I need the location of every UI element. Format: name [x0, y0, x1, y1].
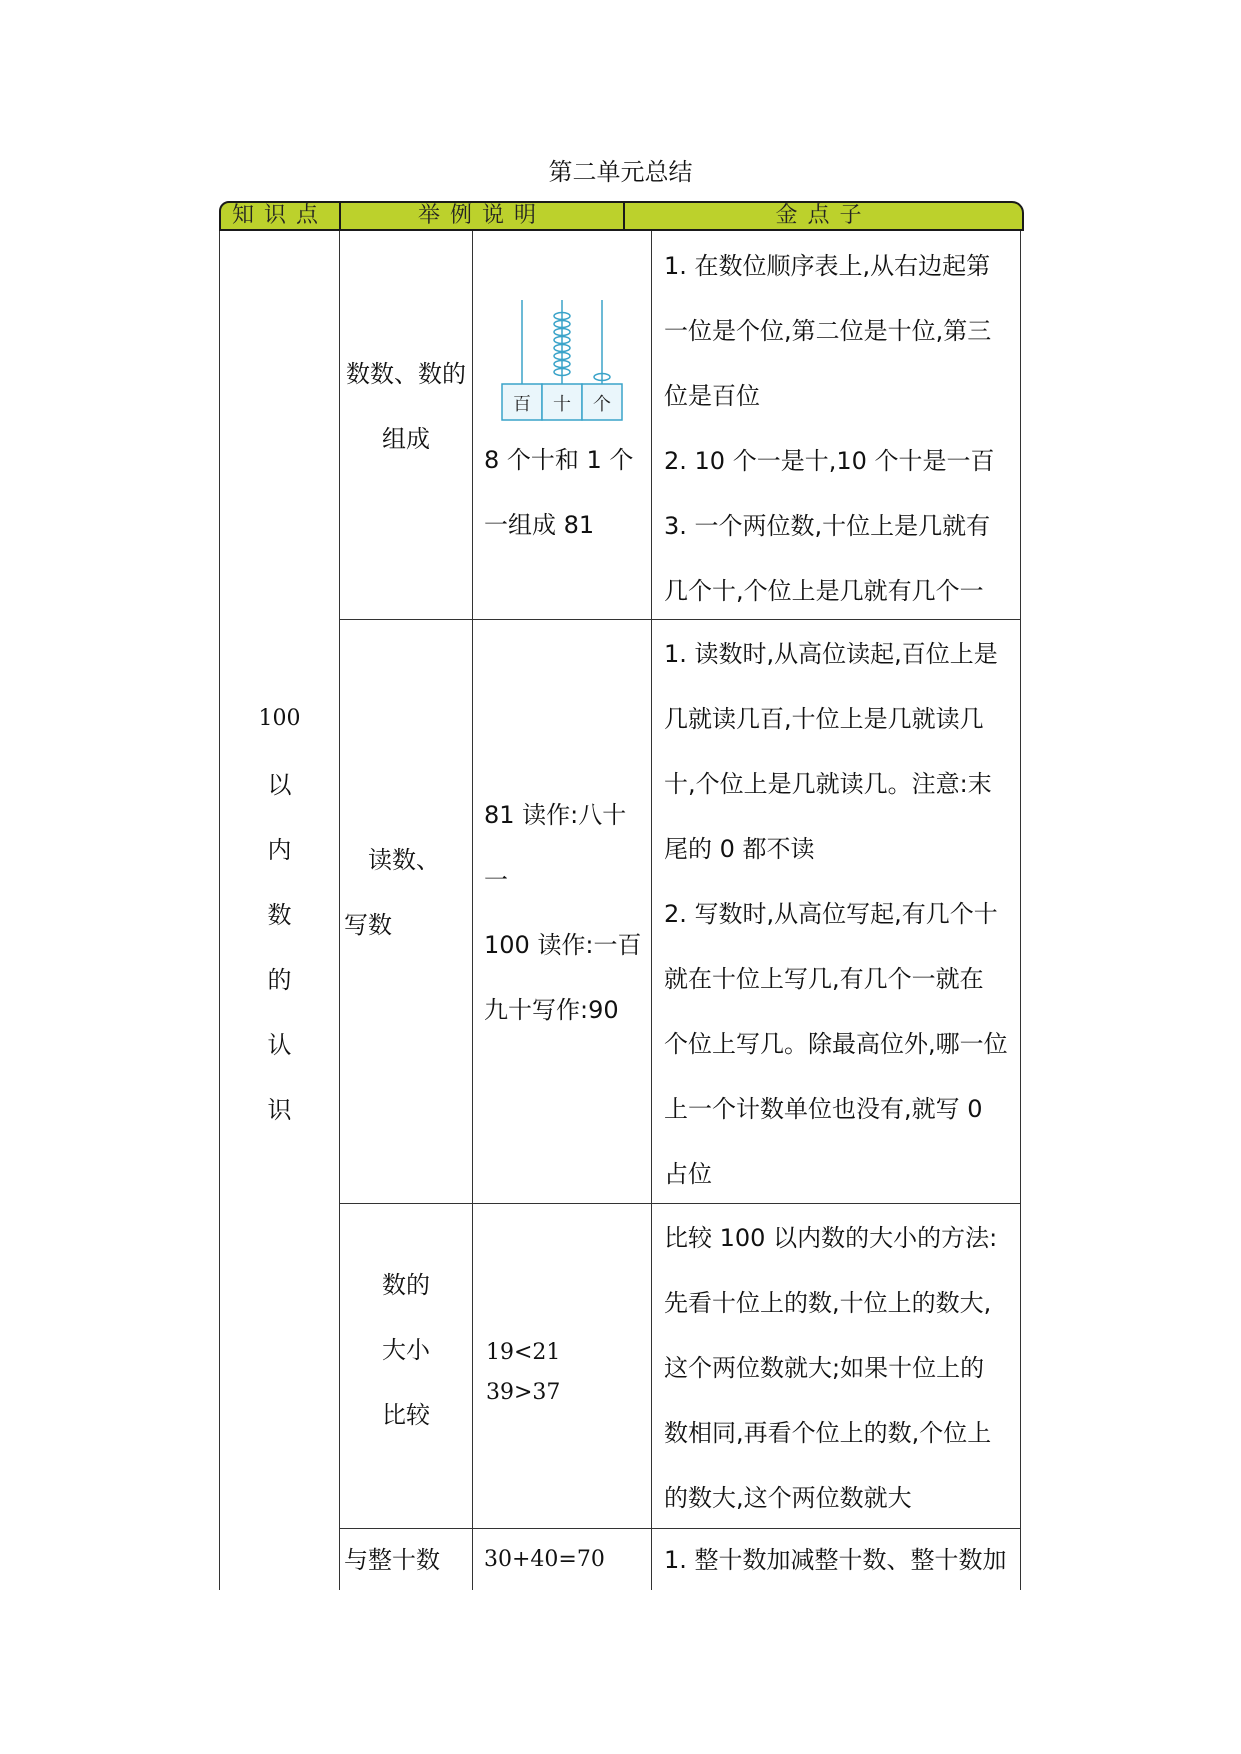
topic-line: 写数 — [344, 911, 392, 939]
knowledge-point-char: 识 — [267, 1096, 292, 1124]
topic-line: 读数、 — [368, 846, 440, 874]
example-line: 九十写作:90 — [484, 996, 619, 1024]
topic-line: 比较 — [382, 1401, 430, 1429]
knowledge-point-char: 以 — [267, 771, 292, 799]
topic-line: 数数、数的 — [346, 360, 466, 388]
tips-line: 上一个计数单位也没有,就写 0 — [664, 1095, 983, 1123]
table-border-right — [1020, 231, 1021, 1590]
example-line: 一 — [484, 866, 508, 894]
tips-line: 就在十位上写几,有几个一就在 — [664, 965, 984, 993]
example-line: 100 读作:一百 — [484, 931, 642, 959]
tips-line: 位是百位 — [664, 382, 760, 410]
abacus-label-hundreds: 百 — [513, 394, 531, 415]
knowledge-point-char: 内 — [267, 836, 292, 864]
tips-line: 个位上写几。除最高位外,哪一位 — [664, 1030, 1008, 1058]
tips-line: 比较 100 以内数的大小的方法: — [664, 1224, 998, 1252]
tips-line: 这个两位数就大;如果十位上的 — [664, 1354, 985, 1382]
tips-line: 数相同,再看个位上的数,个位上 — [664, 1419, 992, 1447]
topic-line: 数的 — [382, 1271, 430, 1299]
knowledge-point-char: 认 — [267, 1031, 292, 1059]
example-line: 8 个十和 1 个 — [484, 446, 634, 474]
tips-cell — [664, 1206, 1018, 1531]
example-cell — [484, 428, 650, 558]
knowledge-point-number: 100 — [258, 706, 301, 731]
abacus-label-ones: 个 — [593, 394, 611, 415]
tips-line: 几个十,个位上是几就有几个一 — [664, 577, 984, 605]
table-divider — [472, 231, 473, 1590]
example-line: 一组成 81 — [484, 511, 595, 539]
topic-cell — [342, 1253, 470, 1448]
tips-line: 的数大,这个两位数就大 — [664, 1484, 912, 1512]
tips-line: 1. 在数位顺序表上,从右边起第 — [664, 252, 991, 280]
topic-line: 与整十数 — [344, 1546, 440, 1574]
knowledge-point-char: 数 — [267, 901, 292, 929]
tips-line: 一位是个位,第二位是十位,第三 — [664, 317, 992, 345]
tips-line: 1. 读数时,从高位读起,百位上是 — [664, 640, 998, 668]
knowledge-point-char: 的 — [267, 966, 292, 994]
table-divider — [339, 231, 340, 1590]
tips-line: 2. 写数时,从高位写起,有几个十 — [664, 900, 998, 928]
abacus-illustration — [500, 300, 630, 425]
tips-line: 十,个位上是几就读几。注意:末 — [664, 770, 992, 798]
tips-line: 尾的 0 都不读 — [664, 835, 815, 863]
tips-line: 1. 整十数加减整十数、整十数加 — [664, 1546, 1007, 1574]
topic-cell — [342, 342, 470, 472]
example-cell — [486, 1333, 652, 1413]
table-header — [219, 201, 1024, 231]
example-line: 39>37 — [486, 1380, 561, 1405]
example-line: 30+40=70 — [484, 1547, 605, 1572]
knowledge-point-cell — [220, 685, 339, 1143]
abacus-label-tens: 十 — [553, 394, 571, 415]
tips-line: 先看十位上的数,十位上的数大, — [664, 1289, 992, 1317]
topic-line: 组成 — [382, 425, 430, 453]
header-example: 举例说明 — [417, 203, 546, 228]
example-line: 81 读作:八十 — [484, 801, 627, 829]
header-tips: 金点子 — [775, 203, 872, 228]
page-title: 第二单元总结 — [548, 158, 693, 186]
topic-cell — [344, 828, 472, 958]
example-cell — [484, 783, 650, 1043]
topic-cell — [344, 1530, 472, 1590]
header-knowledge-point: 知识点 — [231, 203, 328, 228]
tips-cell — [664, 234, 1018, 624]
example-line: 19<21 — [486, 1340, 561, 1365]
tips-line: 2. 10 个一是十,10 个十是一百 — [664, 447, 995, 475]
tips-line: 3. 一个两位数,十位上是几就有 — [664, 512, 991, 540]
tips-line: 占位 — [664, 1160, 712, 1188]
example-cell — [484, 1530, 650, 1590]
tips-cell — [664, 1530, 1018, 1590]
tips-cell — [664, 622, 1018, 1207]
topic-line: 大小 — [382, 1336, 430, 1364]
tips-line: 几就读几百,十位上是几就读几 — [664, 705, 984, 733]
